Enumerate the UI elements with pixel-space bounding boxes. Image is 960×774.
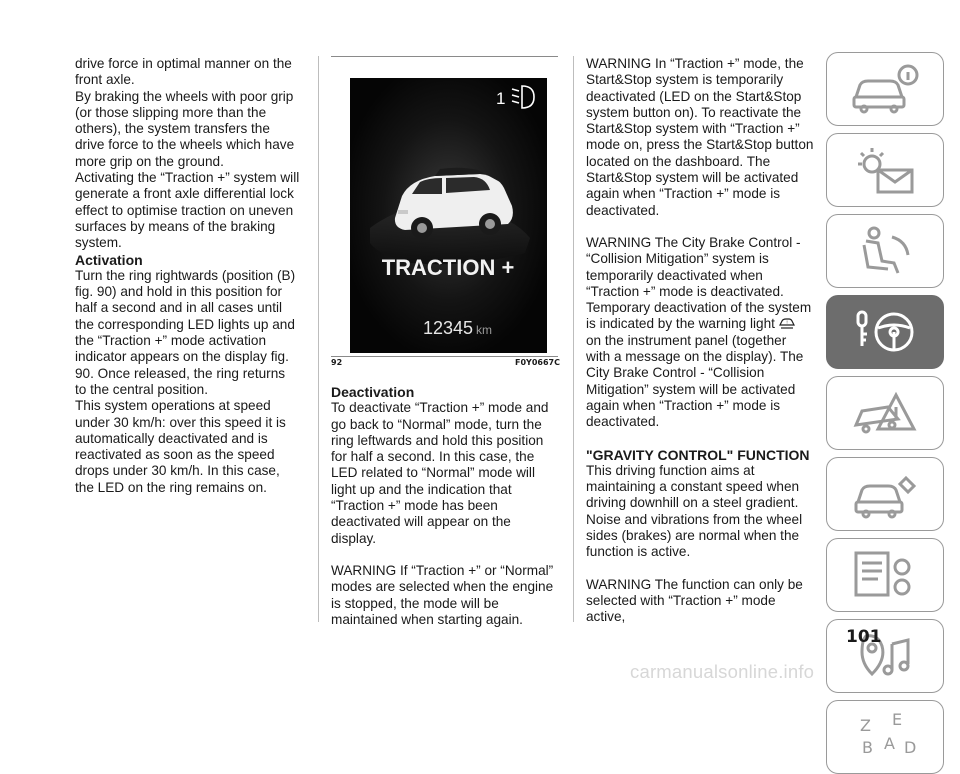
svg-text:E: E bbox=[892, 710, 903, 729]
left-column bbox=[75, 56, 300, 496]
figure-number: 92 bbox=[331, 358, 343, 367]
figure-traction-display bbox=[350, 78, 547, 353]
tab-knowing-your-car[interactable] bbox=[826, 52, 944, 126]
section-heading-activation: Activation bbox=[75, 251, 143, 268]
paragraph: Activating the “Traction +” system will generate a front axle differential lock effect to optimise traction on uneven surfaces by means of the braking system. bbox=[75, 170, 300, 251]
odometer-value: 12345 bbox=[422, 318, 473, 338]
figure-bottom-rule bbox=[331, 356, 558, 357]
section-heading-gravity-control: "GRAVITY CONTROL" FUNCTION bbox=[586, 446, 810, 463]
section-heading-deactivation: Deactivation bbox=[331, 384, 415, 400]
warning-paragraph bbox=[586, 235, 814, 431]
paragraph: Turn the ring rightwards (position (B) fig. 90) and hold in this position for half a second and in all cases until the corresponding LED lights up and the “Traction +” mode activation indicator appears on the display fig. 90. Once released, the ring returns to the central position. bbox=[75, 267, 296, 397]
warning-lights-icon bbox=[848, 142, 922, 198]
tab-safety[interactable] bbox=[826, 214, 944, 288]
tab-index[interactable] bbox=[826, 700, 944, 774]
traction-mode-label: TRACTION + bbox=[381, 255, 515, 280]
warning-paragraph: WARNING The function can only be selected with “Traction +” mode active, bbox=[586, 576, 803, 625]
paragraph: This system operations at speed under 30 km/h: over this speed it is automatically deactivated and is reactivated as soon as the speed drops under 30 km/h. In this case, the LED on the ring remains on. bbox=[75, 398, 286, 495]
paragraph: By braking the wheels with poor grip (or those slipping more than the others), the system transfers the drive force to the wheels which have more grip on the ground. bbox=[75, 88, 295, 169]
technical-data-icon bbox=[848, 547, 922, 603]
middle-column bbox=[331, 384, 558, 628]
figure-code: F0Y0667C bbox=[515, 358, 560, 367]
tab-warning-lights[interactable] bbox=[826, 133, 944, 207]
car-emergency-icon bbox=[848, 385, 922, 441]
tab-technical-data[interactable] bbox=[826, 538, 944, 612]
svg-text:!: ! bbox=[786, 320, 788, 326]
gear-indicator: 1 bbox=[496, 89, 506, 108]
tab-servicing-and-care[interactable] bbox=[826, 457, 944, 531]
right-column bbox=[586, 56, 814, 626]
paragraph: This driving function aims at maintaining a constant speed when driving downhill on a steel gradient. Noise and vibrations from the wheel sides (brakes) are normal when the function is active. bbox=[586, 462, 803, 560]
figure-top-rule bbox=[331, 56, 558, 57]
warning-text-part: WARNING The City Brake Control - “Collision Mitigation” system is temporarily deactivated when “Traction +” mode is deactivated. Temporary deactivation of the system is indicated by the warning light bbox=[586, 234, 812, 332]
seat-safety-icon bbox=[848, 223, 922, 279]
svg-text:B: B bbox=[862, 738, 873, 757]
warning-text-part: on the instrument panel (together with a message on the display). The City Brake Control - “Collision Mitigation” system will be activated again when “Traction +” mode is deactivated. bbox=[586, 332, 804, 430]
display-illustration bbox=[350, 78, 547, 353]
tab-in-an-emergency[interactable] bbox=[826, 376, 944, 450]
car-maintenance-icon bbox=[848, 466, 922, 522]
alphabetical-index-icon bbox=[848, 709, 922, 765]
svg-text:A: A bbox=[884, 734, 895, 753]
svg-text:Z: Z bbox=[860, 716, 871, 735]
odometer-unit: km bbox=[476, 323, 492, 337]
paragraph: drive force in optimal manner on the front axle. bbox=[75, 56, 292, 88]
steering-key-icon bbox=[848, 304, 922, 360]
column-divider bbox=[318, 56, 319, 622]
column-divider bbox=[573, 56, 574, 622]
watermark: carmanualsonline.info bbox=[630, 661, 815, 682]
tab-multimedia[interactable] bbox=[826, 619, 944, 693]
page-number: 101 bbox=[846, 627, 882, 647]
paragraph: To deactivate “Traction +” mode and go back to “Normal” mode, turn the ring leftwards and hold this position for half a second. In this case, the LED related to “Normal” mode will light up and the indication that “Traction +” mode has been deactivated will appear on the display. bbox=[331, 400, 549, 546]
warning-paragraph: WARNING In “Traction +” mode, the Start&Stop system is temporarily deactivated (LED on the Start&Stop system button on). To reactivate the Start&Stop system with “Traction +” mode on, press the Start&Stop button located on the dashboard. The Start&Stop system will be activated again when “Traction +” mode is deactivated. bbox=[586, 56, 814, 218]
svg-text:D: D bbox=[904, 738, 917, 757]
tab-starting-and-driving[interactable] bbox=[826, 295, 944, 369]
collision-warning-light-icon bbox=[778, 316, 796, 330]
warning-paragraph: WARNING If “Traction +” or “Normal” modes are selected when the engine is stopped, the mode will be maintained when starting again. bbox=[331, 562, 554, 627]
car-info-icon bbox=[848, 61, 922, 117]
